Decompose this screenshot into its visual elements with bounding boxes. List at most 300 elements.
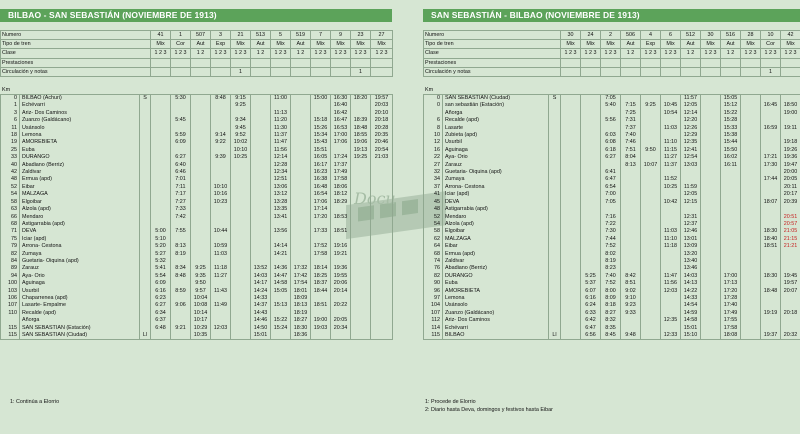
time-cell xyxy=(291,176,311,183)
table-row xyxy=(424,310,800,317)
time-cell xyxy=(581,117,601,124)
table-row xyxy=(424,206,800,213)
time-cell xyxy=(251,147,271,154)
km-cell: 52 xyxy=(434,213,440,220)
time-cell xyxy=(291,102,311,109)
time-cell xyxy=(251,154,271,161)
time-cell xyxy=(761,317,781,324)
time-cell: 12:46 xyxy=(681,228,701,235)
flag-cell xyxy=(549,147,561,154)
right-schedule-table xyxy=(423,94,800,340)
time-cell: 19:36 xyxy=(781,154,800,161)
time-cell: 11:43 xyxy=(211,288,231,295)
time-cell xyxy=(621,228,641,235)
header-label: Tipo de tren xyxy=(2,41,31,48)
time-cell xyxy=(211,102,231,109)
time-cell: 11:03 xyxy=(661,125,681,132)
time-cell xyxy=(251,251,271,258)
header-cell: 507 xyxy=(191,31,211,40)
km-cell: 97 xyxy=(434,294,440,301)
time-cell xyxy=(291,221,311,228)
time-cell xyxy=(351,184,371,191)
time-cell: 11:49 xyxy=(211,302,231,309)
header-cell: 1 2 3 xyxy=(211,49,231,58)
time-cell: 7:17 xyxy=(171,191,191,198)
time-cell: 19:18 xyxy=(781,139,800,146)
time-cell xyxy=(211,147,231,154)
time-cell: 5:20 xyxy=(151,243,171,250)
flag-cell xyxy=(549,302,561,309)
time-cell xyxy=(151,95,171,103)
time-cell xyxy=(741,154,761,161)
flag-cell xyxy=(140,302,151,309)
time-cell xyxy=(351,302,371,309)
table-row xyxy=(1,139,393,146)
time-cell xyxy=(231,243,251,250)
table-row xyxy=(1,176,393,183)
header-cell xyxy=(601,67,621,76)
header-cell: Mix xyxy=(271,40,291,49)
time-cell: 6:27 xyxy=(151,302,171,309)
time-cell xyxy=(641,191,661,198)
time-cell xyxy=(151,206,171,213)
time-cell xyxy=(151,191,171,198)
time-cell xyxy=(251,221,271,228)
time-cell xyxy=(151,162,171,169)
time-cell xyxy=(561,221,581,228)
time-cell: 14:59 xyxy=(681,310,701,317)
time-cell xyxy=(641,251,661,258)
time-cell xyxy=(291,236,311,243)
time-cell xyxy=(371,169,393,176)
time-cell xyxy=(661,95,681,103)
time-cell xyxy=(561,95,581,103)
time-cell xyxy=(741,265,761,272)
time-cell xyxy=(621,317,641,324)
time-cell xyxy=(171,310,191,317)
station-name: Zuanzo (Galdácano) xyxy=(443,310,549,317)
table-row xyxy=(424,302,800,309)
time-cell: 18:12 xyxy=(331,191,351,198)
time-cell xyxy=(191,258,211,265)
time-cell: 13:56 xyxy=(271,228,291,235)
time-cell xyxy=(641,243,661,250)
header-cell: 1 2 xyxy=(251,49,271,58)
time-cell xyxy=(231,206,251,213)
table-row xyxy=(424,243,800,250)
table-row xyxy=(424,102,800,109)
flag-cell xyxy=(549,214,561,221)
km-cell: 76 xyxy=(434,265,440,272)
time-cell: 9:35 xyxy=(191,273,211,280)
station-name: Aguinaga xyxy=(20,280,140,287)
time-cell xyxy=(761,95,781,103)
time-cell xyxy=(561,169,581,176)
time-cell: 18:30 xyxy=(291,325,311,332)
flag-cell xyxy=(549,273,561,280)
station-name: BILBAO (Achuri) xyxy=(20,95,140,103)
time-cell: 17:54 xyxy=(291,280,311,287)
time-cell: 7:40 xyxy=(601,273,621,280)
time-cell xyxy=(231,199,251,206)
km-cell: 3 xyxy=(14,109,17,116)
flag-cell xyxy=(549,280,561,287)
table-row xyxy=(424,228,800,235)
time-cell xyxy=(741,132,761,139)
time-cell: 14:24 xyxy=(251,288,271,295)
time-cell xyxy=(151,184,171,191)
time-cell xyxy=(311,332,331,340)
header-cell: 27 xyxy=(371,31,393,40)
time-cell xyxy=(351,206,371,213)
header-cell: 1 2 3 xyxy=(351,49,371,58)
table-row xyxy=(424,95,800,103)
station-name: Ariz- Dos Caminos xyxy=(443,317,549,324)
table-row xyxy=(1,102,393,109)
time-cell: 18:30 xyxy=(761,273,781,280)
km-cell: 0 xyxy=(14,95,17,101)
time-cell: 17:33 xyxy=(311,228,331,235)
time-cell xyxy=(701,214,721,221)
time-cell: 20:46 xyxy=(371,139,393,146)
time-cell xyxy=(351,199,371,206)
time-cell xyxy=(231,251,251,258)
time-cell: 20:51 xyxy=(781,214,800,221)
table-row xyxy=(1,95,393,103)
time-cell xyxy=(701,251,721,258)
time-cell: 14:33 xyxy=(681,295,701,302)
time-cell xyxy=(741,125,761,132)
flag-cell: Ll xyxy=(140,332,151,340)
time-cell xyxy=(191,139,211,146)
time-cell xyxy=(171,258,191,265)
header-cell: Aut xyxy=(251,40,271,49)
time-cell xyxy=(641,288,661,295)
table-row xyxy=(1,302,393,309)
time-cell xyxy=(721,184,741,191)
km-cell: 63 xyxy=(11,206,17,213)
time-cell: 7:37 xyxy=(621,125,641,132)
time-cell: 14:36 xyxy=(271,265,291,272)
time-cell: 11:57 xyxy=(681,95,701,103)
time-cell xyxy=(251,184,271,191)
time-cell xyxy=(701,154,721,161)
station-name: MALZAGA xyxy=(443,236,549,243)
time-cell: 7:15 xyxy=(621,102,641,109)
time-cell: 10:25 xyxy=(661,184,681,191)
time-cell xyxy=(271,295,291,302)
time-cell: 6:48 xyxy=(151,325,171,332)
time-cell xyxy=(701,147,721,154)
time-cell: 20:18 xyxy=(371,117,393,124)
left-schedule-table xyxy=(0,94,393,340)
time-cell xyxy=(561,176,581,183)
time-cell: 14:50 xyxy=(251,325,271,332)
time-cell: 18:01 xyxy=(291,288,311,295)
time-cell: 15:43 xyxy=(311,139,331,146)
station-name: Abadiano (Berriz) xyxy=(443,265,549,272)
table-row xyxy=(424,154,800,161)
time-cell xyxy=(371,317,393,324)
station-name: Mendaro xyxy=(443,214,549,221)
table-row xyxy=(1,332,393,340)
time-cell xyxy=(761,221,781,228)
header-row xyxy=(1,58,393,67)
time-cell: 18:25 xyxy=(311,273,331,280)
time-cell: 12:03 xyxy=(211,325,231,332)
station-name: MALZAGA xyxy=(20,191,140,198)
table-row xyxy=(1,169,393,176)
flag-cell xyxy=(549,176,561,183)
time-cell xyxy=(701,95,721,103)
time-cell xyxy=(251,162,271,169)
header-cell xyxy=(721,58,741,67)
km-cell: 6 xyxy=(437,117,440,124)
km-cell: 19 xyxy=(11,139,17,146)
time-cell: 11:27 xyxy=(661,154,681,161)
time-cell: 11:18 xyxy=(661,243,681,250)
time-cell xyxy=(271,221,291,228)
time-cell xyxy=(661,214,681,221)
time-cell: 19:19 xyxy=(761,310,781,317)
time-cell xyxy=(581,95,601,103)
time-cell xyxy=(701,110,721,117)
header-cell: 1 2 xyxy=(721,49,741,58)
flag-cell xyxy=(549,265,561,272)
time-cell: 18:29 xyxy=(331,199,351,206)
time-cell xyxy=(741,243,761,250)
time-cell xyxy=(561,102,581,109)
time-cell: 20:11 xyxy=(781,184,800,191)
time-cell: 20:34 xyxy=(331,325,351,332)
time-cell: 20:06 xyxy=(331,280,351,287)
time-cell xyxy=(251,258,271,265)
time-cell xyxy=(351,191,371,198)
time-cell xyxy=(701,176,721,183)
time-cell: 7:25 xyxy=(621,110,641,117)
time-cell: 19:55 xyxy=(331,273,351,280)
time-cell xyxy=(581,236,601,243)
time-cell xyxy=(581,125,601,132)
time-cell xyxy=(701,273,721,280)
time-cell xyxy=(621,214,641,221)
header-cell: 1 2 xyxy=(191,49,211,58)
time-cell xyxy=(561,191,581,198)
time-cell xyxy=(351,169,371,176)
time-cell xyxy=(741,325,761,332)
time-cell xyxy=(781,302,800,309)
station-name: AMOREBIETA xyxy=(443,288,549,295)
table-row xyxy=(424,236,800,243)
time-cell: 20:03 xyxy=(371,102,393,109)
time-cell xyxy=(601,206,621,213)
header-cell: 1 2 3 xyxy=(151,49,171,58)
station-name: Astigarrabia (apd) xyxy=(443,206,549,213)
time-cell xyxy=(701,302,721,309)
time-cell xyxy=(741,236,761,243)
time-cell: 11:59 xyxy=(681,184,701,191)
km-cell: 114 xyxy=(431,324,440,331)
time-cell xyxy=(561,258,581,265)
time-cell xyxy=(661,310,681,317)
header-row xyxy=(424,31,800,40)
station-name: DEVA xyxy=(20,228,140,235)
km-cell xyxy=(424,110,443,117)
time-cell xyxy=(761,132,781,139)
time-cell xyxy=(641,228,661,235)
time-cell xyxy=(171,332,191,340)
station-name: Zuanzo (Galdácano) xyxy=(20,117,140,124)
time-cell: 13:06 xyxy=(271,184,291,191)
time-cell xyxy=(231,273,251,280)
flag-cell xyxy=(140,162,151,169)
header-cell: Aut xyxy=(621,40,641,49)
time-cell: 14:47 xyxy=(271,273,291,280)
km-cell: 100 xyxy=(8,280,17,287)
time-cell: 12:28 xyxy=(271,162,291,169)
time-cell: 5:41 xyxy=(151,265,171,272)
time-cell xyxy=(561,265,581,272)
time-cell xyxy=(561,214,581,221)
time-cell xyxy=(661,169,681,176)
time-cell xyxy=(781,265,800,272)
time-cell xyxy=(701,280,721,287)
time-cell xyxy=(721,214,741,221)
time-cell: 14:03 xyxy=(251,273,271,280)
time-cell xyxy=(701,117,721,124)
time-cell xyxy=(291,184,311,191)
time-cell: 6:27 xyxy=(601,154,621,161)
time-cell: 17:00 xyxy=(331,132,351,139)
time-cell xyxy=(761,169,781,176)
time-cell xyxy=(641,139,661,146)
time-cell: 16:40 xyxy=(331,102,351,109)
header-cell xyxy=(371,67,393,76)
time-cell: 6:47 xyxy=(581,325,601,332)
table-row xyxy=(1,288,393,295)
time-cell: 13:03 xyxy=(681,162,701,169)
time-cell: 6:40 xyxy=(171,162,191,169)
header-cell xyxy=(291,67,311,76)
header-label: Prestaciones xyxy=(425,59,457,66)
km-cell: 12 xyxy=(434,139,440,146)
time-cell xyxy=(331,258,351,265)
time-cell xyxy=(191,117,211,124)
time-cell: 9:15 xyxy=(231,95,251,103)
time-cell xyxy=(191,184,211,191)
header-cell: 30 xyxy=(701,31,721,40)
station-name: Zumaya xyxy=(443,176,549,183)
header-cell xyxy=(741,58,761,67)
time-cell: 12:37 xyxy=(681,221,701,228)
time-cell: 9:10 xyxy=(621,295,641,302)
time-cell: 11:56 xyxy=(271,147,291,154)
time-cell xyxy=(191,221,211,228)
time-cell xyxy=(151,102,171,109)
flag-cell xyxy=(140,214,151,221)
header-row xyxy=(424,49,800,58)
km-cell: 107 xyxy=(431,309,440,316)
flag-cell xyxy=(140,191,151,198)
time-cell xyxy=(231,325,251,332)
km-cell: 115 xyxy=(431,332,440,338)
km-cell xyxy=(1,317,20,324)
time-cell: 6:56 xyxy=(581,332,601,340)
time-cell xyxy=(271,102,291,109)
time-cell: 14:14 xyxy=(271,243,291,250)
time-cell xyxy=(581,228,601,235)
header-label: Clase xyxy=(2,50,16,57)
km-cell: 0 xyxy=(437,102,440,109)
time-cell: 9:22 xyxy=(211,139,231,146)
header-cell: Mix xyxy=(781,40,800,49)
time-cell: 17:24 xyxy=(331,154,351,161)
header-cell: 1 2 3 xyxy=(371,49,393,58)
station-name: Recalde (apd) xyxy=(20,310,140,317)
time-cell xyxy=(761,325,781,332)
time-cell xyxy=(191,154,211,161)
header-cell: 516 xyxy=(721,31,741,40)
time-cell xyxy=(251,228,271,235)
table-row xyxy=(424,288,800,295)
time-cell xyxy=(701,221,721,228)
time-cell xyxy=(781,295,800,302)
time-cell: 16:54 xyxy=(311,191,331,198)
time-cell xyxy=(211,236,231,243)
time-cell xyxy=(151,117,171,124)
time-cell xyxy=(351,110,371,117)
header-cell xyxy=(581,67,601,76)
station-name: Aya- Orio xyxy=(443,154,549,161)
time-cell xyxy=(701,169,721,176)
table-row xyxy=(424,191,800,198)
time-cell: 15:01 xyxy=(251,332,271,340)
time-cell: 5:45 xyxy=(171,117,191,124)
time-cell: 10:08 xyxy=(191,302,211,309)
time-cell: 10:35 xyxy=(191,332,211,340)
time-cell xyxy=(601,110,621,117)
time-cell: 7:51 xyxy=(621,147,641,154)
table-row xyxy=(1,258,393,265)
flag-cell xyxy=(549,117,561,124)
time-cell: 20:07 xyxy=(781,288,800,295)
time-cell xyxy=(171,125,191,132)
time-cell xyxy=(741,199,761,206)
table-row xyxy=(424,280,800,287)
time-cell: 17:58 xyxy=(721,325,741,332)
km-cell: 42 xyxy=(11,169,17,176)
time-cell xyxy=(701,184,721,191)
time-cell xyxy=(311,110,331,117)
time-cell: 13:52 xyxy=(251,265,271,272)
time-cell xyxy=(191,132,211,139)
station-name: Iciar (apd) xyxy=(443,191,549,198)
time-cell: 17:49 xyxy=(721,310,741,317)
header-cell: Mix xyxy=(311,40,331,49)
time-cell xyxy=(371,199,393,206)
time-cell xyxy=(621,236,641,243)
header-cell xyxy=(151,58,171,67)
time-cell xyxy=(761,191,781,198)
time-cell xyxy=(641,310,661,317)
header-cell xyxy=(621,58,641,67)
time-cell xyxy=(371,162,393,169)
table-row xyxy=(424,295,800,302)
time-cell xyxy=(681,169,701,176)
km-cell: 22 xyxy=(434,154,440,161)
station-name: SAN SEBASTIÁN (Estación) xyxy=(20,325,140,332)
time-cell xyxy=(761,206,781,213)
